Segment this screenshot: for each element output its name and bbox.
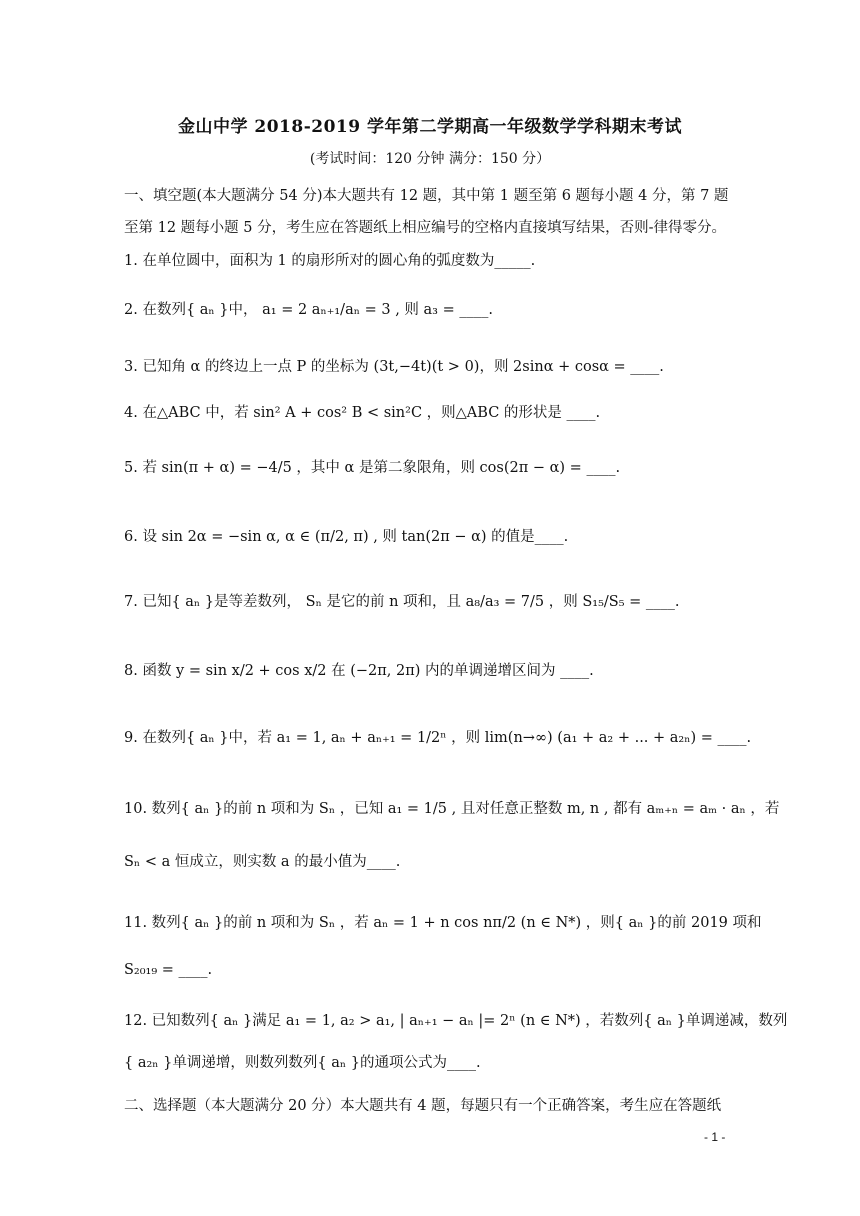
question-6: 6. 设 sin 2α = −sin α, α ∈ (π/2, π) , 则 tan(2π − α) 的值是____.	[124, 529, 569, 545]
question-12-line-2: { a₂ₙ }单调递增，则数列数列{ aₙ }的通项公式为____.	[124, 1055, 481, 1071]
question-11-line-1: 11. 数列{ aₙ }的前 n 项和为 Sₙ ，若 aₙ = 1 + n cos nπ/2 (n ∈ N*) ，则{ aₙ }的前 2019 项和	[124, 915, 762, 931]
section-2-intro: 二、选择题（本大题满分 20 分）本大题共有 4 题，每题只有一个正确答案，考生应在答题纸	[124, 1098, 722, 1114]
question-9: 9. 在数列{ aₙ }中，若 a₁ = 1, aₙ + aₙ₊₁ = 1/2ⁿ ，则 lim(n→∞) (a₁ + a₂ + ... + a₂ₙ) = ____.	[124, 730, 752, 746]
question-1: 1. 在单位圆中，面积为 1 的扇形所对的圆心角的弧度数为_____.	[124, 253, 536, 269]
page-number: - 1 -	[704, 1130, 726, 1144]
exam-title: 金山中学 2018-2019 学年第二学期高一年级数学学科期末考试	[177, 117, 683, 137]
question-3: 3. 已知角 α 的终边上一点 P 的坐标为 (3t,−4t)(t > 0)，则 2sinα + cosα = ____.	[124, 359, 664, 375]
question-12-line-1: 12. 已知数列{ aₙ }满足 a₁ = 1, a₂ > a₁, | aₙ₊₁ − aₙ |= 2ⁿ (n ∈ N*) ，若数列{ aₙ }单调递减，数列	[124, 1013, 788, 1029]
question-5: 5. 若 sin(π + α) = −4/5 ，其中 α 是第二象限角，则 cos(2π − α) = ____.	[124, 460, 621, 476]
exam-subtitle: (考试时间：120 分钟 满分：150 分）	[309, 151, 551, 167]
question-8: 8. 函数 y = sin x/2 + cos x/2 在 (−2π, 2π) 内的单调递增区间为 ____.	[124, 663, 594, 679]
question-10-line-2: Sₙ < a 恒成立，则实数 a 的最小值为____.	[124, 854, 401, 870]
question-2: 2. 在数列{ aₙ }中， a₁ = 2 aₙ₊₁/aₙ = 3 , 则 a₃ = ____.	[124, 302, 493, 318]
question-4: 4. 在△ABC 中，若 sin² A + cos² B < sin²C ，则△ABC 的形状是 ____.	[124, 405, 601, 421]
section-1-intro-line-1: 一、填空题(本大题满分 54 分)本大题共有 12 题，其中第 1 题至第 6 题每小题 4 分，第 7 题	[124, 188, 729, 204]
question-7: 7. 已知{ aₙ }是等差数列， Sₙ 是它的前 n 项和，且 a₈/a₃ = 7/5 ，则 S₁₅/S₅ = ____.	[124, 594, 680, 610]
section-1-intro-line-2: 至第 12 题每小题 5 分，考生应在答题纸上相应编号的空格内直接填写结果，否则-律得零分。	[124, 220, 727, 236]
question-11-line-2: S₂₀₁₉ = ____.	[124, 962, 213, 978]
question-10-line-1: 10. 数列{ aₙ }的前 n 项和为 Sₙ ，已知 a₁ = 1/5 , 且对任意正整数 m, n , 都有 aₘ₊ₙ = aₘ · aₙ ，若	[124, 801, 780, 817]
